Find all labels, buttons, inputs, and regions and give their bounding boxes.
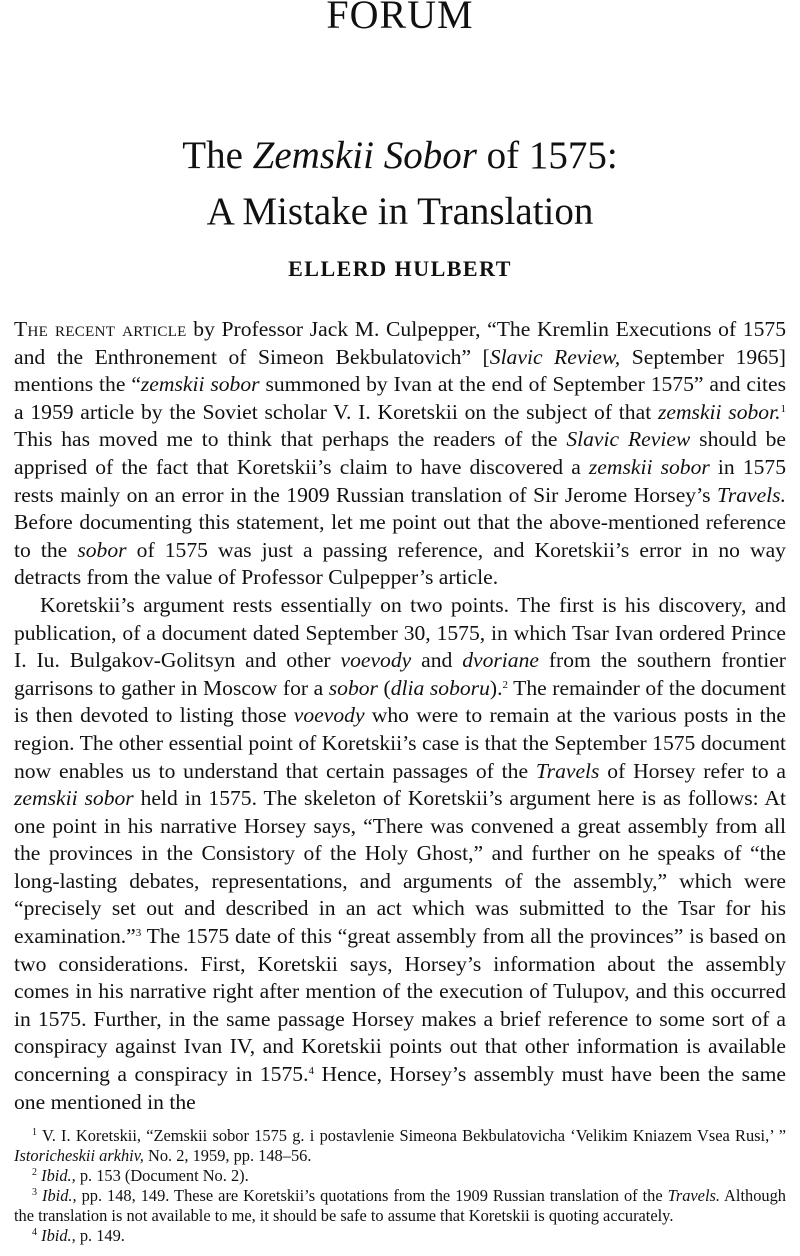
footnote-ref-4[interactable]: 4 (308, 1065, 314, 1078)
footnote-ref-1[interactable]: 1 (780, 402, 786, 415)
lead-in: The recent article (14, 317, 187, 341)
paragraph-2: Koretskii’s argument rests essentially on two points. The first is his discovery, and publication, of a document dated September 30, 1575, in which Tsar Ivan ordered Prince I. Iu. Bulgakov-Golitsyn and other voevody and dvoriane from the southern frontier garrisons to gather in Moscow for a sobor (dlia soboru).$^2$ The remainder of the document is then devoted to listing those voevody who were to remain at the various posts in the region. The other essential point of Koretskii’s case is that the September 1575 document now enables us to understand that certain passages of the Travels of Horsey refer to a zemskii sobor held in 1575. The skeleton of Koretskii’s argument here is as follows: At one point in his narrative Horsey says, “There was convened a great assembly from all the provinces in the Consistory of the Holy Ghost,” and further on he speaks of “the long-lasting debates, representations, and arguments of the assembly,” which were “precisely set out and described in an act which was submitted to the Tsar for his examination.”$^3$ The 1575 date of this “great assembly from all the provinces” is based on two considerations. First, Koretskii says, Horsey’s information about the assembly comes in his narrative right after mention of the execution of Tulupov, and this occurred in 1575. Further, in the same passage Horsey makes a brief reference to some sort of a conspiracy against Ivan IV, and Koretskii points out that other information is available concerning a conspiracy in 1575.$^4$ Hence, Horsey’s assembly must have been the same one mentioned in the (14, 592, 787, 1114)
article-body (14, 316, 786, 1116)
article-title (0, 128, 800, 240)
title-line-2: A Mistake in Translation (206, 190, 594, 233)
section-heading: FORUM (326, 0, 474, 37)
footnote-2: $^2$ Ibid., p. 153 (Document No. 2). (32, 1166, 249, 1185)
paragraph-1: The recent article by Professor Jack M. Culpepper, “The Kremlin Executions of 1575 and the Enthronement of Simeon Bekbulatovich” [Slavic Review, September 1965] mentions the “zemskii sobor summoned by Ivan at the end of September 1575” and cites a 1959 article by the Soviet scholar V. I. Koretskii on the subject of that zemskii sobor.$^1$ This has moved me to think that perhaps the readers of the Slavic Review should be apprised of the fact that Koretskii’s claim to have discovered a zemskii sobor in 1575 rests mainly on an error in the 1909 Russian translation of Sir Jerome Horsey’s Travels. Before documenting this statement, let me point out that the above-mentioned reference to the sobor of 1575 was just a passing reference, and Koretskii’s error in no way detracts from the value of Professor Culpepper’s article. (14, 317, 787, 590)
footnote-4: $^4$ Ibid., p. 149. (32, 1226, 125, 1245)
footnote-ref-2[interactable]: 2 (502, 678, 508, 691)
footnotes (14, 1126, 786, 1246)
author-name: ELLERD HULBERT (288, 256, 512, 281)
footnote-1: $^1$ V. I. Koretskii, “Zemskii sobor 1575 g. i postavlenie Simeona Bekbulatovicha ‘Velikim Kniazem Vsea Rusi,’ ” Istoricheskii arkhiv, No. 2, 1959, pp. 148–56. (14, 1126, 786, 1165)
title-line-1: The Zemskii Sobor of 1575: (182, 134, 618, 177)
footnote-ref-3[interactable]: 3 (135, 927, 142, 940)
footnote-3: $^3$ Ibid., pp. 148, 149. These are Koretskii’s quotations from the 1909 Russian translation of the Travels. Although the translation is not available to me, it should be safe to assume that Koretskii is quoting accurately. (14, 1186, 786, 1225)
